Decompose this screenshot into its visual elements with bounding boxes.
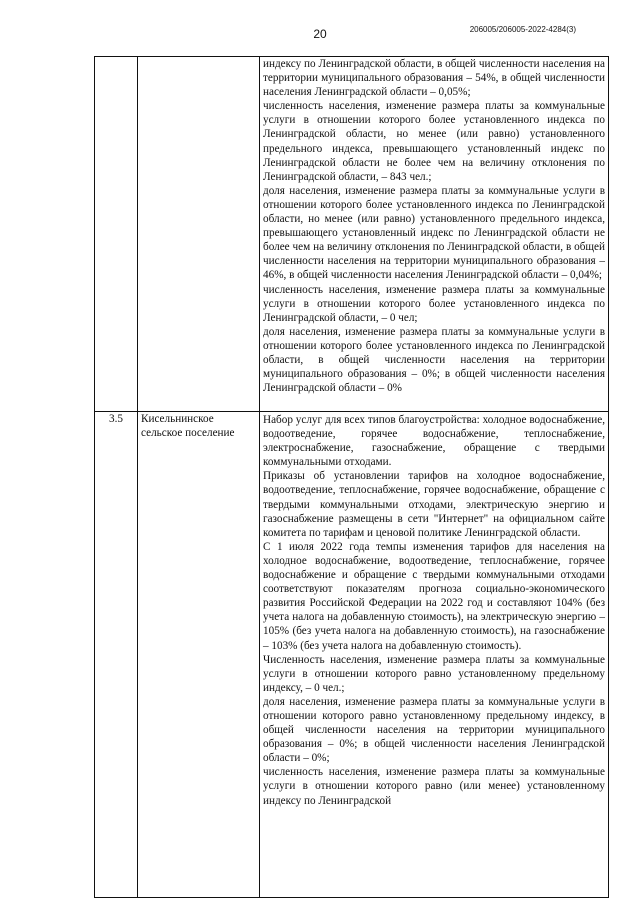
paragraph: доля населения, изменение размера платы за коммунальные услуги в отношении которого более установленного индекса по Ленинградской области, в общей численности населения на территории муниципального образования – 0%; в общей численности населения Ленинградской области – 0% (263, 325, 605, 395)
table-row (95, 57, 609, 412)
document-id: 206005/206005-2022-4284(3) (469, 25, 576, 34)
paragraph: доля населения, изменение размера платы за коммунальные услуги в отношении которого более установленного индекса по Ленинградской области, но менее (или равно) установленного предельного индекса, превышающего установленный индекс по Ленинградской области не более чем на величину отклонения по Ленинградской области, в общей численности населения на территории муниципального образования – 46%, в общей численности населения Ленинградской области – 0,04%; (263, 184, 605, 282)
paragraph: численность населения, изменение размера платы за коммунальные услуги в отношении которого более установленного индекса по Ленинградской области, но менее (или равно) установленного предельного индекса, превышающего установленный индекс по Ленинградской области не более чем на величину отклонения по Ленинградской области, – 843 чел.; (263, 100, 605, 183)
row-number-cell: 3.5 (95, 412, 138, 898)
paragraph: численность населения, изменение размера платы за коммунальные услуги в отношении которого более установленного индекса по Ленинградской области, – 0 чел; (263, 283, 605, 324)
settlement-name-cell: Кисельнинское сельское поселение (138, 412, 260, 898)
table-row (95, 412, 609, 898)
description-cell (260, 412, 609, 898)
paragraph: индексу по Ленинградской области, в общей численности населения на территории муниципального образования – 54%, в общей численности населения Ленинградской области – 0,05%; (263, 58, 605, 99)
page-number: 20 (313, 27, 327, 41)
description-cell (260, 57, 609, 412)
paragraph: Численность населения, изменение размера платы за коммунальные услуги в отношении которого равно установленному предельному индексу, – 0 чел.; (263, 653, 605, 694)
row-number-cell (95, 57, 138, 412)
paragraph: численность населения, изменение размера платы за коммунальные услуги в отношении которого равно (или менее) установленному индексу по Ленинградской (263, 766, 605, 807)
content-table (94, 56, 609, 898)
paragraph: Приказы об установлении тарифов на холодное водоснабжение, водоотведение, теплоснабжение, горячее водоснабжение, обращение с твердыми коммунальными отходами, электрическую энергию и газоснабжение размещены в сети "Интернет" на официальном сайте комитета по тарифам и ценовой политике Ленинградской области. (263, 470, 605, 539)
paragraph: доля населения, изменение размера платы за коммунальные услуги в отношении которого равно установленному предельному индексу, в общей численности населения на территории муниципального образования – 0%; в общей численности населения Ленинградской области – 0%; (263, 695, 605, 765)
settlement-name-cell (138, 57, 260, 412)
paragraph: Набор услуг для всех типов благоустройства: холодное водоснабжение, водоотведение, горячее водоснабжение, теплоснабжение, электроснабжение, газоснабжение, обращение с твердыми коммунальными отходами. (263, 414, 605, 469)
paragraph: С 1 июля 2022 года темпы изменения тарифов для населения на холодное водоснабжение, водоотведение, теплоснабжение, горячее водоснабжение и обращение с твердыми коммунальными отходами соответствуют показателям прогноза социально-экономического развития Российской Федерации на 2022 год и составляют 104% (без учета налога на добавленную стоимость), на электрическую энергию – 105% (без учета налога на добавленную стоимость), на газоснабжение – 103% (без учета налога на добавленную стоимость). (263, 540, 605, 652)
